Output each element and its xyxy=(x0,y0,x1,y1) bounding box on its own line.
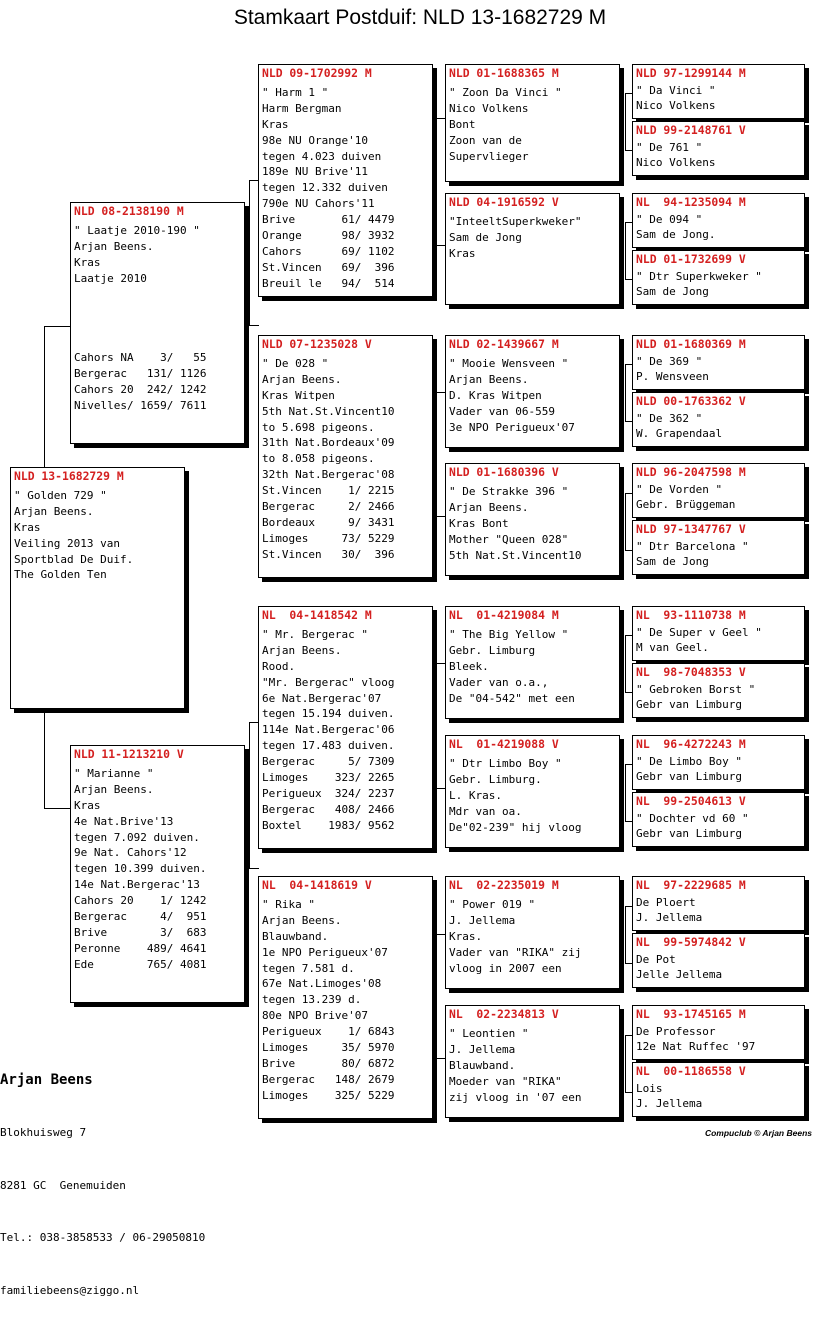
pedigree-card-grandparent[interactable] xyxy=(258,876,433,1119)
ring-number: NL 02-2234813 V xyxy=(449,1007,559,1021)
pigeon-info-line: " Power 019 " xyxy=(449,898,536,911)
pigeon-info-line: Orange 98/ 3932 xyxy=(262,229,395,243)
pigeon-info-line: Veiling 2013 van xyxy=(14,536,120,550)
ring-number: NL 99-2504613 V xyxy=(636,794,746,808)
pigeon-info-line: Arjan Beens. xyxy=(262,913,342,927)
pigeon-info-line: Kras xyxy=(74,798,101,812)
pigeon-info-line: Sam de Jong xyxy=(636,555,709,568)
pigeon-info-line: Limoges 35/ 5970 xyxy=(262,1041,395,1055)
pigeon-info-line: " De 362 " xyxy=(636,412,703,425)
pigeon-info-line: " Dtr Superkweker " xyxy=(636,270,762,283)
pigeon-info-line: Kras Witpen xyxy=(262,388,335,402)
pigeon-info-line: St.Vincen 30/ 396 xyxy=(262,547,395,561)
pigeon-info-line: " Dochter vd 60 " xyxy=(636,812,749,825)
pigeon-info-line xyxy=(74,302,206,318)
pedigree-card-gg-grandparent[interactable] xyxy=(632,392,805,447)
pigeon-info-line: to 5.698 pigeons. xyxy=(262,420,375,434)
ring-number: NL 01-4219084 M xyxy=(449,608,559,622)
pigeon-info-line: "InteeltSuperkweker" xyxy=(449,215,582,228)
pigeon-info-line: Blauwband. xyxy=(262,929,329,943)
pigeon-info-line: Nico Volkens xyxy=(636,99,716,112)
pigeon-info-line: " De Limbo Boy " xyxy=(636,755,742,768)
pigeon-info-line: De"02-239" hij vloog xyxy=(449,820,582,834)
pigeon-info-line: " Marianne " xyxy=(74,767,154,780)
pigeon-info-line: " Golden 729 " xyxy=(14,489,107,502)
pedigree-card-sire[interactable] xyxy=(70,202,245,444)
pigeon-info-line: " Dtr Limbo Boy " xyxy=(449,757,562,770)
pigeon-info-line: Kras. xyxy=(449,929,483,943)
ring-number: NLD 11-1213210 V xyxy=(74,747,184,761)
pigeon-info-line: Laatje 2010 xyxy=(74,271,147,285)
ring-number: NL 02-2235019 M xyxy=(449,878,559,892)
pigeon-info-line: Supervlieger xyxy=(449,149,529,163)
pigeon-info-line: Gebr. Limburg xyxy=(449,643,536,657)
pigeon-info-line: Kras xyxy=(14,520,41,534)
pedigree-card-gg-grandparent[interactable] xyxy=(632,121,805,176)
pigeon-info-line: 6e Nat.Bergerac'07 xyxy=(262,691,382,705)
pigeon-info-line: Bergerac 408/ 2466 xyxy=(262,802,395,816)
pedigree-card-gg-grandparent[interactable] xyxy=(632,792,805,847)
pigeon-info-line: Bergerac 2/ 2466 xyxy=(262,500,395,514)
ring-number: NL 93-1110738 M xyxy=(636,608,746,622)
pigeon-info-line: Arjan Beens. xyxy=(262,643,342,657)
pigeon-info-line: Sam de Jong. xyxy=(636,228,716,241)
pigeon-info-line: Cahors 20 242/ 1242 xyxy=(74,382,207,396)
connector-line xyxy=(249,325,259,326)
ring-number: NLD 13-1682729 M xyxy=(14,469,124,483)
ring-number: NLD 01-1732699 V xyxy=(636,252,746,266)
pigeon-info-line: Sam de Jong xyxy=(636,285,709,298)
pigeon-info-line: Nivelles/ 1659/ 7611 xyxy=(74,398,207,412)
connector-line xyxy=(625,93,626,150)
pigeon-info-line: 9e Nat. Cahors'12 xyxy=(74,846,187,860)
pigeon-info-line: tegen 4.023 duiven xyxy=(262,149,382,163)
pigeon-info-line: J. Jellema xyxy=(636,911,703,924)
pigeon-info-line: Brive 80/ 6872 xyxy=(262,1056,395,1070)
pedigree-card-gg-grandparent[interactable] xyxy=(632,193,805,248)
pigeon-info-line: Gebr. Brüggeman xyxy=(636,498,736,511)
pigeon-info-line: tegen 15.194 duiven. xyxy=(262,707,395,721)
pigeon-info-line: Brive 3/ 683 xyxy=(74,925,207,939)
pigeon-info-line: Vader van o.a., xyxy=(449,675,549,689)
pigeon-info-line: " De Strakke 396 " xyxy=(449,485,569,498)
pigeon-info-line: tegen 10.399 duiven. xyxy=(74,862,207,876)
owner-email: familiebeens@ziggo.nl xyxy=(0,1283,140,1297)
pedigree-card-gg-grandparent[interactable] xyxy=(632,735,805,790)
pigeon-info-line: Perigueux 324/ 2237 xyxy=(262,786,395,800)
pigeon-info-line: " Leontien " xyxy=(449,1027,529,1040)
pigeon-info-line: 114e Nat.Bergerac'06 xyxy=(262,723,395,737)
pigeon-info-line: tegen 13.239 d. xyxy=(262,993,362,1007)
pedigree-card-gg-grandparent[interactable] xyxy=(632,876,805,931)
pigeon-info-line: Perigueux 1/ 6843 xyxy=(262,1025,395,1039)
pigeon-info-line: 98e NU Orange'10 xyxy=(262,133,368,147)
pigeon-info-line: M van Geel. xyxy=(636,641,709,654)
connector-line xyxy=(625,364,626,421)
pigeon-info-line: " Zoon Da Vinci " xyxy=(449,86,562,99)
pigeon-info-line: Gebr van Limburg xyxy=(636,770,742,783)
owner-phone: Tel.: 038-3858533 / 06-29050810 xyxy=(0,1231,206,1244)
pigeon-info-line: Gebr. Limburg. xyxy=(449,772,542,786)
pigeon-info-line: Cahors 20 1/ 1242 xyxy=(74,894,207,908)
pigeon-info-line: The Golden Ten xyxy=(14,568,107,582)
pigeon-info-line: Ede 765/ 4081 xyxy=(74,957,207,971)
pigeon-info-line: Nico Volkens xyxy=(449,101,529,115)
pigeon-info-line: Arjan Beens. xyxy=(74,239,154,253)
pigeon-info-line: Harm Bergman xyxy=(262,101,342,115)
pigeon-info-line: 790e NU Cahors'11 xyxy=(262,197,375,211)
ring-number: NL 04-1418542 M xyxy=(262,608,372,622)
pigeon-info-line: J. Jellema xyxy=(449,1042,516,1056)
pigeon-info-line: Mother "Queen 028" xyxy=(449,532,569,546)
pigeon-info-line: 5th Nat.St.Vincent10 xyxy=(262,404,395,418)
pedigree-card-grandparent[interactable] xyxy=(258,64,433,297)
pedigree-card-subject[interactable] xyxy=(10,467,185,709)
pigeon-info-line: 67e Nat.Limoges'08 xyxy=(262,977,382,991)
pedigree-card-gg-grandparent[interactable] xyxy=(632,335,805,390)
page-title: Stamkaart Postduif: NLD 13-1682729 M xyxy=(233,6,607,29)
pigeon-info-line: P. Wensveen xyxy=(636,370,709,383)
pedigree-card-great-grandparent[interactable] xyxy=(445,463,620,576)
pigeon-info-line: 80e NPO Brive'07 xyxy=(262,1009,368,1023)
ring-number: NLD 02-1439667 M xyxy=(449,337,559,351)
pigeon-info-line: Arjan Beens. xyxy=(449,500,529,514)
pigeon-info-line: D. Kras Witpen xyxy=(449,388,542,402)
connector-line xyxy=(44,808,71,809)
pigeon-info-line: Arjan Beens. xyxy=(449,372,529,386)
pigeon-info-line: vloog in 2007 een xyxy=(449,961,562,975)
pigeon-info-line: 12e Nat Ruffec '97 xyxy=(636,1040,756,1053)
copyright-footer: Compuclub © Arjan Beens xyxy=(704,1128,812,1138)
ring-number: NL 99-5974842 V xyxy=(636,935,746,949)
pigeon-info-line: Bergerac 5/ 7309 xyxy=(262,755,395,769)
ring-number: NL 96-4272243 M xyxy=(636,737,746,751)
pedigree-card-great-grandparent[interactable] xyxy=(445,735,620,848)
ring-number: NLD 99-2148761 V xyxy=(636,123,746,137)
ring-number: NLD 07-1235028 V xyxy=(262,337,372,351)
pigeon-info-line: Bont xyxy=(449,117,476,131)
ring-number: NLD 97-1299144 M xyxy=(636,66,746,80)
pedigree-card-grandparent[interactable] xyxy=(258,335,433,578)
ring-number: NLD 08-2138190 M xyxy=(74,204,184,218)
pigeon-info-line: Bergerac 4/ 951 xyxy=(74,910,207,924)
pedigree-card-gg-grandparent[interactable] xyxy=(632,250,805,305)
connector-line xyxy=(44,326,71,327)
connector-line xyxy=(436,118,437,245)
pigeon-info-line: 31th Nat.Bordeaux'09 xyxy=(262,436,395,450)
pigeon-info-line: 4e Nat.Brive'13 xyxy=(74,814,174,828)
pedigree-card-gg-grandparent[interactable] xyxy=(632,663,805,718)
pigeon-info-line: Vader van "RIKA" zij xyxy=(449,945,582,959)
pedigree-card-gg-grandparent[interactable] xyxy=(632,64,805,119)
pedigree-card-great-grandparent[interactable] xyxy=(445,606,620,719)
pigeon-info-line: to 8.058 pigeons. xyxy=(262,452,375,466)
pigeon-info-line: Limoges 323/ 2265 xyxy=(262,771,395,785)
pigeon-info-line: Limoges 325/ 5229 xyxy=(262,1088,395,1102)
pigeon-info-line: Lois xyxy=(636,1082,663,1095)
pigeon-info-line: " Gebroken Borst " xyxy=(636,683,756,696)
ring-number: NLD 01-1680369 M xyxy=(636,337,746,351)
pigeon-info-line: Cahors NA 3/ 55 xyxy=(74,351,207,365)
pigeon-info-line: Bordeaux 9/ 3431 xyxy=(262,515,395,529)
pedigree-card-great-grandparent[interactable] xyxy=(445,876,620,989)
pigeon-info-line: 189e NU Brive'11 xyxy=(262,165,368,179)
pigeon-info-line: Jelle Jellema xyxy=(636,968,723,981)
pigeon-info-line: Arjan Beens. xyxy=(74,782,154,796)
pigeon-info-line: Sportblad De Duif. xyxy=(14,552,134,566)
connector-line xyxy=(625,1035,626,1092)
ring-number: NLD 09-1702992 M xyxy=(262,66,372,80)
pedigree-card-gg-grandparent[interactable] xyxy=(632,463,805,518)
ring-number: NLD 96-2047598 M xyxy=(636,465,746,479)
pigeon-info-line: W. Grapendaal xyxy=(636,427,723,440)
pigeon-info-line: Rood. xyxy=(262,659,296,673)
ring-number: NLD 04-1916592 V xyxy=(449,195,559,209)
pigeon-info-line: " De Super v Geel " xyxy=(636,626,762,639)
connector-line xyxy=(625,764,626,821)
pigeon-info-line: tegen 17.483 duiven. xyxy=(262,739,395,753)
pigeon-info-line: " Dtr Barcelona " xyxy=(636,540,749,553)
pigeon-info-line: Kras Bont xyxy=(449,516,509,530)
pigeon-info-line: " Da Vinci " xyxy=(636,84,716,97)
ring-number: NLD 00-1763362 V xyxy=(636,394,746,408)
pigeon-info-line: Bergerac 148/ 2679 xyxy=(262,1072,395,1086)
pigeon-info-line: " Mr. Bergerac " xyxy=(262,628,368,641)
pigeon-info-line: " Rika " xyxy=(262,898,315,911)
pedigree-card-great-grandparent[interactable] xyxy=(445,64,620,182)
pigeon-info-line: Peronne 489/ 4641 xyxy=(74,941,207,955)
ring-number: NL 00-1186558 V xyxy=(636,1064,746,1078)
pigeon-info-line: " De 094 " xyxy=(636,213,703,226)
connector-line xyxy=(249,868,259,869)
pigeon-info-line: Zoon van de xyxy=(449,133,522,147)
connector-line xyxy=(625,493,626,550)
pigeon-info-line: Sam de Jong xyxy=(449,230,522,244)
pigeon-info-line: J. Jellema xyxy=(636,1097,703,1110)
pigeon-info-line: Kras xyxy=(74,255,101,269)
pigeon-info-line: St.Vincen 69/ 396 xyxy=(262,260,395,274)
owner-city: 8281 GC Genemuiden xyxy=(0,1178,126,1192)
pigeon-info-line: Bleek. xyxy=(449,659,489,673)
pedigree-card-great-grandparent[interactable] xyxy=(445,335,620,448)
pigeon-info-line: " De 028 " xyxy=(262,357,329,370)
connector-line xyxy=(436,663,437,788)
pigeon-info-line: Mdr van oa. xyxy=(449,804,522,818)
connector-line xyxy=(625,635,626,692)
pigeon-info-line: L. Kras. xyxy=(449,788,502,802)
pigeon-info-line: De Professor xyxy=(636,1025,716,1038)
pigeon-info-line xyxy=(74,334,206,350)
ring-number: NL 94-1235094 M xyxy=(636,195,746,209)
pigeon-info-line: Moeder van "RIKA" xyxy=(449,1074,562,1088)
pigeon-info-line: Gebr van Limburg xyxy=(636,827,742,840)
connector-line xyxy=(44,708,45,808)
connector-line xyxy=(625,906,626,963)
pigeon-info-line: " De 369 " xyxy=(636,355,703,368)
pedigree-card-great-grandparent[interactable] xyxy=(445,193,620,305)
pedigree-card-grandparent[interactable] xyxy=(258,606,433,849)
ring-number: NLD 97-1347767 V xyxy=(636,522,746,536)
pigeon-info-line: " Harm 1 " xyxy=(262,86,329,99)
pigeon-info-line: " The Big Yellow " xyxy=(449,628,569,641)
pedigree-card-dam[interactable] xyxy=(70,745,245,1003)
pigeon-info-line: De Ploert xyxy=(636,896,696,909)
connector-line xyxy=(249,722,250,868)
owner-address: Blokhuisweg 7 xyxy=(0,1126,87,1139)
connector-line xyxy=(625,222,626,279)
pedigree-card-great-grandparent[interactable] xyxy=(445,1005,620,1118)
pigeon-info-line: tegen 7.581 d. xyxy=(262,961,355,975)
ring-number: NL 97-2229685 M xyxy=(636,878,746,892)
pigeon-info-line: J. Jellema xyxy=(449,913,516,927)
pigeon-info-line: "Mr. Bergerac" vloog xyxy=(262,675,395,689)
pigeon-info-line xyxy=(74,318,206,334)
pigeon-info-line: St.Vincen 1/ 2215 xyxy=(262,484,395,498)
pigeon-info-line: tegen 12.332 duiven xyxy=(262,181,388,195)
owner-info xyxy=(0,1036,205,1317)
pigeon-info-line: Nico Volkens xyxy=(636,156,716,169)
pedigree-card-gg-grandparent[interactable] xyxy=(632,933,805,988)
ring-number: NLD 01-1688365 M xyxy=(449,66,559,80)
pigeon-info-line: " Laatje 2010-190 " xyxy=(74,224,200,237)
pigeon-info-line: Vader van 06-559 xyxy=(449,404,555,418)
pigeon-info-line: 1e NPO Perigueux'07 xyxy=(262,945,388,959)
connector-line xyxy=(44,326,45,468)
pigeon-info-line: Boxtel 1983/ 9562 xyxy=(262,818,395,832)
pigeon-info-line: 14e Nat.Bergerac'13 xyxy=(74,878,200,892)
pigeon-info-line: 5th Nat.St.Vincent10 xyxy=(449,548,582,562)
pigeon-info-line: " De Vorden " xyxy=(636,483,723,496)
pigeon-info-line: " Mooie Wensveen " xyxy=(449,357,569,370)
pigeon-info-line: Kras xyxy=(449,246,476,260)
connector-line xyxy=(436,392,437,516)
ring-number: NL 98-7048353 V xyxy=(636,665,746,679)
ring-number: NLD 01-1680396 V xyxy=(449,465,559,479)
pigeon-info-line: " De 761 " xyxy=(636,141,703,154)
pigeon-info-line: Arjan Beens. xyxy=(14,504,94,518)
pigeon-info-line: 3e NPO Perigueux'07 xyxy=(449,420,575,434)
ring-number: NL 04-1418619 V xyxy=(262,878,372,892)
ring-number: NL 01-4219088 V xyxy=(449,737,559,751)
pigeon-info-line: Arjan Beens. xyxy=(262,372,342,386)
pigeon-info-line: 32th Nat.Bergerac'08 xyxy=(262,468,395,482)
pigeon-info-line: Brive 61/ 4479 xyxy=(262,213,395,227)
pedigree-card-gg-grandparent[interactable] xyxy=(632,520,805,575)
pigeon-info-line: De Pot xyxy=(636,953,676,966)
connector-line xyxy=(436,934,437,1058)
pedigree-card-gg-grandparent[interactable] xyxy=(632,1062,805,1117)
connector-line xyxy=(249,180,250,325)
pigeon-info-line: De "04-542" met een xyxy=(449,691,575,705)
pigeon-info-line: Blauwband. xyxy=(449,1058,516,1072)
pedigree-card-gg-grandparent[interactable] xyxy=(632,1005,805,1060)
ring-number: NL 93-1745165 M xyxy=(636,1007,746,1021)
pigeon-info-line xyxy=(74,287,206,303)
pigeon-info-line: Limoges 73/ 5229 xyxy=(262,531,395,545)
pigeon-info-line: Kras xyxy=(262,117,289,131)
pigeon-info-line: Cahors 69/ 1102 xyxy=(262,244,395,258)
pigeon-info-line: tegen 7.092 duiven. xyxy=(74,830,200,844)
pigeon-info-line: zij vloog in '07 een xyxy=(449,1090,582,1104)
pigeon-info-line: Breuil le 94/ 514 xyxy=(262,276,395,290)
pedigree-card-gg-grandparent[interactable] xyxy=(632,606,805,661)
pigeon-info-line: Bergerac 131/ 1126 xyxy=(74,367,207,381)
owner-name: Arjan Beens xyxy=(0,1072,93,1088)
pigeon-info-line: Gebr van Limburg xyxy=(636,698,742,711)
